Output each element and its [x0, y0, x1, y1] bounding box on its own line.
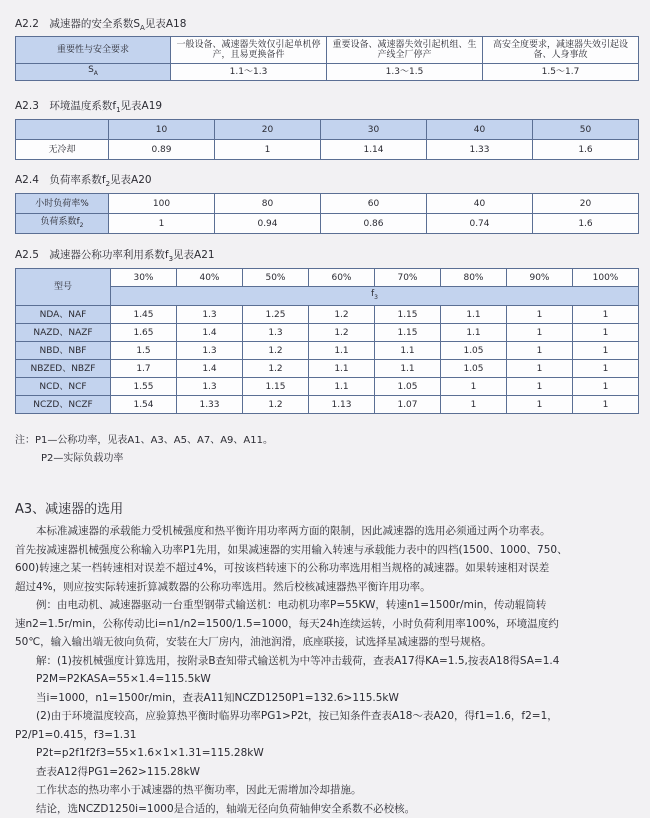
a21-model-cell: NCD、NCF [16, 378, 111, 396]
table-a21 [15, 268, 639, 414]
a21-value-cell: 1.33 [177, 396, 243, 414]
a21-value-cell: 1 [507, 378, 573, 396]
a21-percent-90: 90% [507, 269, 573, 287]
a21-value-cell: 1 [573, 306, 639, 324]
a21-value-cell: 1.3 [177, 306, 243, 324]
a3-line: P2t=p2f1f2f3=55×1.6×1×1.31=115.28kW [36, 747, 264, 759]
a21-value-cell: 1 [441, 378, 507, 396]
section-a3-body [15, 522, 640, 818]
a18-header-3: 高安全度要求，减速器失效引起设备、人身事故 [483, 37, 639, 64]
a21-value-cell: 1.3 [243, 324, 309, 342]
a20-row2-value-3: 0.86 [321, 214, 427, 234]
a19-header-2: 20 [215, 120, 321, 140]
a21-model-cell: NCZD、NCZF [16, 396, 111, 414]
a21-row [16, 360, 639, 378]
a21-value-cell: 1.15 [375, 324, 441, 342]
a21-value-cell: 1.54 [111, 396, 177, 414]
a21-value-cell: 1 [507, 342, 573, 360]
a19-value-1: 0.89 [109, 140, 215, 160]
a21-value-cell: 1.65 [111, 324, 177, 342]
a20-row2-label: 负荷系数$f_2$ [16, 214, 109, 234]
a21-value-cell: 1 [573, 396, 639, 414]
a21-value-cell: 1.1 [375, 342, 441, 360]
a21-value-cell: 1.05 [375, 378, 441, 396]
a21-percent-80: 80% [441, 269, 507, 287]
a21-value-cell: 1.4 [177, 360, 243, 378]
note-p1: 注：P1—公称功率，见表A1、A3、A5、A7、A9、A11。 [15, 435, 273, 446]
a21-value-cell: 1.2 [309, 306, 375, 324]
a19-header-5: 50 [533, 120, 639, 140]
a21-value-cell: 1 [573, 378, 639, 396]
a3-line: 本标准减速器的承载能力受机械强度和热平衡许用功率两方面的限制，因此减速器的选用必须通过两个功率表。 [36, 525, 551, 537]
a3-line: 超过4%，则应按实际转速折算减数器的公称功率选用。然后校核减速器热平衡许用功率。 [15, 580, 431, 593]
a21-value-cell: 1 [507, 324, 573, 342]
a21-model-cell: NAZD、NAZF [16, 324, 111, 342]
a21-value-cell: 1.1 [309, 378, 375, 396]
a19-value-4: 1.33 [427, 140, 533, 160]
a21-value-cell: 1 [441, 396, 507, 414]
a21-value-cell: 1.15 [375, 306, 441, 324]
a21-value-cell: 1.45 [111, 306, 177, 324]
a21-value-cell: 1 [507, 360, 573, 378]
a21-value-cell: 1.05 [441, 342, 507, 360]
a21-model-cell: NBZED、NBZF [16, 360, 111, 378]
a20-row2-value-2: 0.94 [215, 214, 321, 234]
a21-row [16, 396, 639, 414]
a21-percent-100: 100% [573, 269, 639, 287]
a21-value-cell: 1.2 [309, 324, 375, 342]
section-title-a18: A2.2 减速器的安全系数$S_A$见表A18 [15, 18, 187, 33]
a21-row [16, 342, 639, 360]
note-p2: P2—实际负载功率 [41, 453, 124, 464]
a21-value-cell: 1.1 [441, 324, 507, 342]
a3-line: 查表A12得PG1=262>115.28kW [36, 765, 201, 778]
a21-percent-40: 40% [177, 269, 243, 287]
a21-value-cell: 1.55 [111, 378, 177, 396]
a21-value-cell: 1.4 [177, 324, 243, 342]
a18-value-1: 1.1～1.3 [171, 64, 327, 81]
a3-line: 首先按减速器机械强度公称输入功率P1先用，如果减速器的实用输入转速与承载能力表中的四档(1500、1000、750、 [15, 543, 568, 556]
a21-value-cell: 1.25 [243, 306, 309, 324]
a3-line: (2)由于环境温度较高，应验算热平衡时临界功率PG1>P2t，按已知条件查表A18～表A20，得f1=1.6，f2=1， [36, 710, 558, 722]
a18-header-2: 重要设备、减速器失效引起机组、生产线全厂停产 [327, 37, 483, 64]
a3-line: 例：由电动机、减速器驱动一台重型钢带式输送机：电动机功率P=55KW，转速n1=1500r/min，传动辊筒转 [36, 599, 547, 611]
a21-model-cell: NDA、NAF [16, 306, 111, 324]
a20-row1-value-2: 80 [215, 194, 321, 214]
a21-row [16, 324, 639, 342]
a18-row-label: $S_A$ [16, 64, 171, 81]
a20-row1-label: 小时负荷率% [16, 194, 109, 214]
a3-line: 解：(1)按机械强度计算选用，按附录B查知带式输送机为中等冲击载荷，查表A17得KA=1.5,按表A18得SA=1.4 [36, 654, 560, 667]
a21-value-cell: 1 [573, 360, 639, 378]
a21-percent-70: 70% [375, 269, 441, 287]
a21-value-cell: 1.15 [243, 378, 309, 396]
a3-line: 当i=1000，n1=1500r/min，查表A11知NCZD1250P1=132.6>115.5kW [36, 691, 399, 704]
a21-value-cell: 1.1 [309, 342, 375, 360]
a19-row-label: 无冷却 [16, 140, 109, 160]
a21-f3-header: $f_3$ [111, 287, 639, 306]
table-a19 [15, 119, 639, 160]
a18-value-3: 1.5～1.7 [483, 64, 639, 81]
a20-row1-value-1: 100 [109, 194, 215, 214]
a21-value-cell: 1.07 [375, 396, 441, 414]
a21-value-cell: 1.2 [243, 342, 309, 360]
a18-value-2: 1.3～1.5 [327, 64, 483, 81]
table-a18 [15, 36, 639, 81]
a20-row1-value-4: 40 [427, 194, 533, 214]
a21-model-header: 型号 [16, 269, 111, 306]
a21-body [16, 306, 639, 414]
a18-header-label: 重要性与安全要求 [16, 37, 171, 64]
a21-value-cell: 1.05 [441, 360, 507, 378]
section-title-a20: A2.4 负荷率系数$f_2$见表A20 [15, 174, 152, 189]
a21-value-cell: 1.2 [243, 396, 309, 414]
a21-value-cell: 1.3 [177, 378, 243, 396]
a3-line: P2M=P2KASA=55×1.4=115.5kW [36, 673, 211, 685]
a3-line: P2/P1=0.415，f3=1.31 [15, 728, 137, 741]
table-a20 [15, 193, 639, 234]
section-heading-a3: A3、减速器的选用 [15, 502, 124, 517]
a3-line: 工作状态的热功率小于减速器的热平衡功率，因此无需增加冷却措施。 [36, 784, 362, 796]
a21-model-cell: NBD、NBF [16, 342, 111, 360]
section-title-a21: A2.5 减速器公称功率利用系数$f_3$见表A21 [15, 249, 215, 264]
a18-header-1: 一般设备、减速器失效仅引起单机停产，且易更换备件 [171, 37, 327, 64]
a3-line: 600)转速之某一档转速相对误差不超过4%，可按该档转速下的公称功率选用相当规格的减速器。如果转速相对误差 [15, 562, 550, 574]
a3-line: 结论，选NCZD1250i=1000是合适的，轴端无径向负荷轴伸安全系数不必校核。 [36, 802, 416, 815]
a20-row1-value-5: 20 [533, 194, 639, 214]
a3-line: 速n2=1.5r/min，公称传动比i=n1/n2=1500/1.5=1000，每天24h连续运转，小时负荷利用率100%，环境温度约 [15, 617, 559, 630]
a19-value-3: 1.14 [321, 140, 427, 160]
a21-value-cell: 1.7 [111, 360, 177, 378]
a21-value-cell: 1.1 [309, 360, 375, 378]
a21-value-cell: 1.13 [309, 396, 375, 414]
a19-header-1: 10 [109, 120, 215, 140]
a20-row2-value-4: 0.74 [427, 214, 533, 234]
section-title-a19: A2.3 环境温度系数$f_1$见表A19 [15, 100, 163, 115]
a21-value-cell: 1 [507, 396, 573, 414]
a19-value-5: 1.6 [533, 140, 639, 160]
a21-percent-50: 50% [243, 269, 309, 287]
a19-header-3: 30 [321, 120, 427, 140]
a20-row2-value-1: 1 [109, 214, 215, 234]
a21-percent-60: 60% [309, 269, 375, 287]
a21-percent-30: 30% [111, 269, 177, 287]
a21-value-cell: 1.3 [177, 342, 243, 360]
a19-value-2: 1 [215, 140, 321, 160]
a21-value-cell: 1 [573, 342, 639, 360]
a21-value-cell: 1.2 [243, 360, 309, 378]
a21-row [16, 306, 639, 324]
a21-value-cell: 1.1 [375, 360, 441, 378]
a21-row [16, 378, 639, 396]
a21-value-cell: 1 [573, 324, 639, 342]
a3-line: 50℃，输入输出端无彼向负荷，安装在大厂房内，油池润滑，底座联接，试选择星减速器的型号规格。 [15, 636, 492, 648]
a19-header-4: 40 [427, 120, 533, 140]
a20-row1-value-3: 60 [321, 194, 427, 214]
a21-value-cell: 1.1 [441, 306, 507, 324]
a21-value-cell: 1 [507, 306, 573, 324]
a19-corner [16, 120, 109, 140]
a21-value-cell: 1.5 [111, 342, 177, 360]
a20-row2-value-5: 1.6 [533, 214, 639, 234]
